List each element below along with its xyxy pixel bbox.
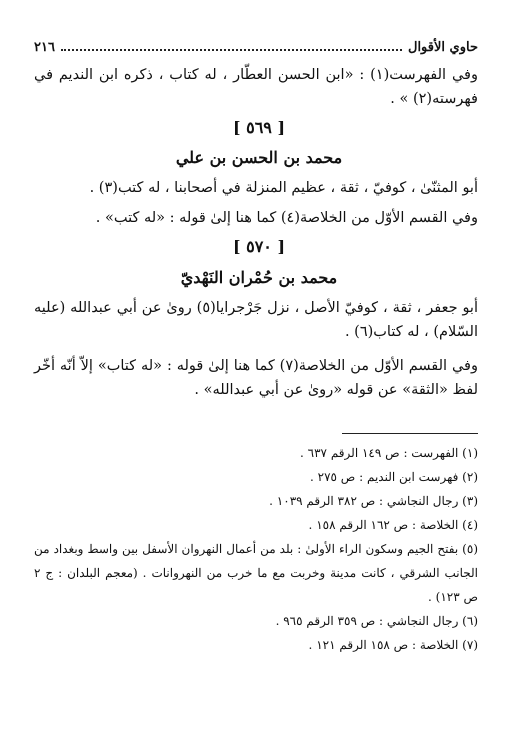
footnote: (١) الفهرست : ص ١٤٩ الرقم ٦٣٧ . xyxy=(300,446,478,460)
footnotes xyxy=(34,441,478,657)
footnote: (٢) فهرست ابن النديم : ص ٢٧٥ . xyxy=(309,470,478,484)
entry-paragraph: وفي القسم الأوّل من الخلاصة(٧) كما هنا إلىٰ قوله : «له كتاب» إلاّ أنّه أخّر لفظ «الثقة» عن قوله «روىٰ عن أبي عبدالله» . xyxy=(34,358,478,398)
page-header xyxy=(34,33,478,55)
header-dot-leader xyxy=(61,49,402,51)
footnote: (٣) رجال النجاشي : ص ٣٨٢ الرقم ١٠٣٩ . xyxy=(269,494,478,508)
entry-paragraph: وفي القسم الأوّل من الخلاصة(٤) كما هنا إلىٰ قوله : «له كتب» . xyxy=(95,210,478,226)
page-number: ٢١٦ xyxy=(34,40,55,55)
running-title: حاوي الأقوال xyxy=(408,40,478,55)
entry-paragraph: أبو جعفر ، ثقة ، كوفيّ الأصل ، نزل جَرْجرايا(٥) روىٰ عن أبي عبدالله (عليه السّلام) ، له كتاب(٦) . xyxy=(34,300,478,340)
entry-name: محمد بن الحسن بن علي xyxy=(175,148,343,167)
entry-paragraph: أبو المثنّىٰ ، كوفيّ ، ثقة ، عظيم المنزلة في أصحابنا ، له كتب(٣) . xyxy=(89,180,478,196)
entry-number: [ ٥٦٩ ] xyxy=(232,118,286,137)
footnote: (٤) الخلاصة : ص ١٦٢ الرقم ١٥٨ . xyxy=(308,518,478,532)
footnote: (٧) الخلاصة : ص ١٥٨ الرقم ١٢١ . xyxy=(308,638,478,652)
footnote: (٥) بفتح الجيم وسكون الراء الأولىٰ : بلد من أعمال النهروان الأسفل بين واسط وبغداد من الجانب الشرقي ، كانت مدينة وخربت مع ما خرب من النهروانات . (معجم البلدان : ج ٢ ص ١٢٣) . xyxy=(34,542,478,604)
entry-name: محمد بن حُمْران النَهْديّ xyxy=(180,268,338,287)
footnote-separator xyxy=(342,433,478,434)
footnote: (٦) رجال النجاشي : ص ٣٥٩ الرقم ٩٦٥ . xyxy=(275,614,478,628)
intro-paragraph: وفي الفهرست(١) : «ابن الحسن العطّار ، له كتاب ، ذكره ابن النديم في فهرسته(٢) » . xyxy=(34,67,478,107)
entry-number: [ ٥٧٠ ] xyxy=(232,237,286,256)
